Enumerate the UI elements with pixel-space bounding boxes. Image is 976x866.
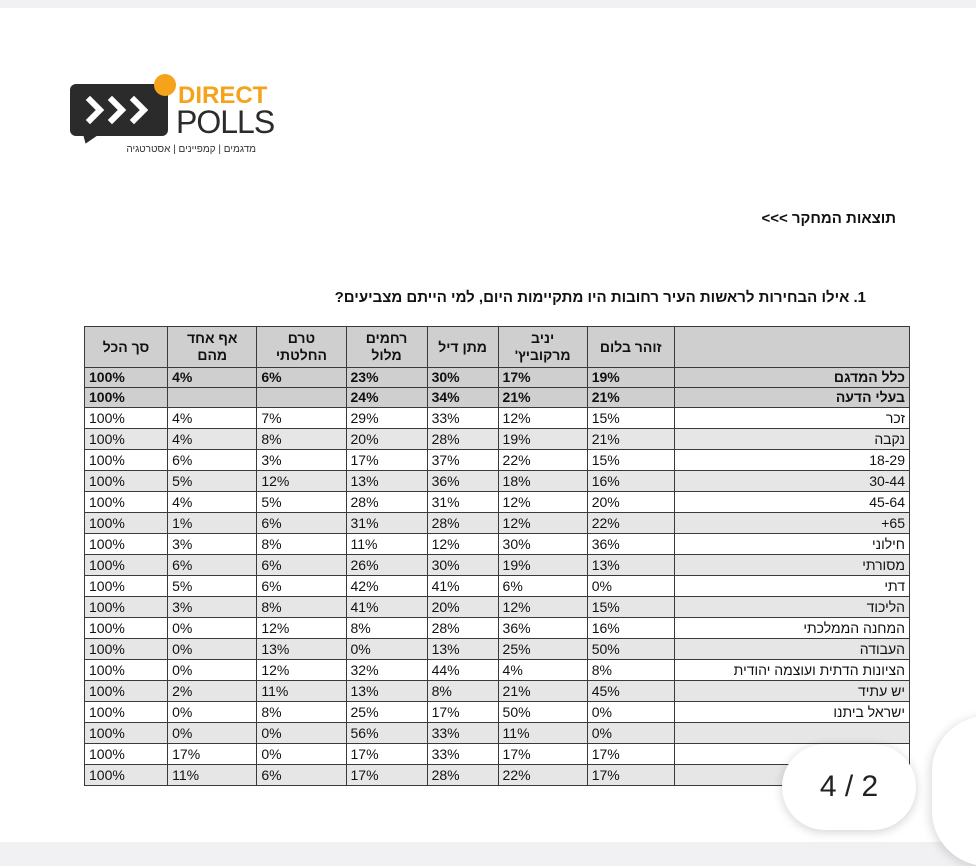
table-cell: 12% [498,597,587,618]
table-cell: 20% [346,429,427,450]
table-cell: 0% [168,639,257,660]
table-cell: 6% [498,576,587,597]
table-cell: 8% [257,597,346,618]
table-cell: 19% [498,429,587,450]
row-label: 65+ [674,513,909,534]
survey-question: 1. אילו הבחירות לראשות העיר רחובות היו מתקיימות היום, למי הייתם מצביעים? [334,289,866,306]
table-cell: 32% [346,660,427,681]
table-cell: 13% [587,555,674,576]
table-cell: 21% [498,681,587,702]
table-cell: 22% [587,513,674,534]
table-cell: 15% [587,450,674,471]
table-cell: 22% [498,450,587,471]
summary-row [85,368,910,388]
table-cell: 17% [168,744,257,765]
table-row [85,576,910,597]
table-cell: 41% [427,576,498,597]
row-label: המחנה הממלכתי [674,618,909,639]
table-cell: 1% [168,513,257,534]
table-cell: 100% [85,388,168,408]
table-cell: 34% [427,388,498,408]
table-row [85,513,910,534]
table-cell: 15% [587,408,674,429]
row-label: דתי [674,576,909,597]
table-cell: 100% [85,639,168,660]
table-row [85,534,910,555]
table-cell: 6% [257,576,346,597]
row-label [674,723,909,744]
table-cell: 6% [168,555,257,576]
table-row [85,744,910,765]
table-cell: 100% [85,429,168,450]
column-header: זוהר בלום [587,327,674,368]
table-row [85,639,910,660]
table-cell: 20% [427,597,498,618]
table-cell: 17% [498,368,587,388]
table-cell: 12% [257,660,346,681]
table-cell: 36% [498,618,587,639]
table-cell: 4% [168,408,257,429]
table-cell: 0% [346,639,427,660]
column-header: אף אחד מהם [168,327,257,368]
logo-dot [154,74,176,96]
table-cell: 17% [346,450,427,471]
table-cell: 28% [427,765,498,786]
table-cell: 100% [85,618,168,639]
table-cell: 26% [346,555,427,576]
table-cell: 11% [498,723,587,744]
row-label: בעלי הדעה [674,388,909,408]
table-cell: 21% [587,388,674,408]
table-cell: 100% [85,744,168,765]
table-cell: 100% [85,534,168,555]
direct-polls-logo [70,74,275,164]
logo-word-direct: DIRECT [178,82,268,109]
table-row [85,492,910,513]
table-cell: 17% [587,744,674,765]
table-row [85,597,910,618]
table-cell [257,388,346,408]
table-cell: 0% [168,618,257,639]
table-cell: 8% [257,534,346,555]
table-cell: 44% [427,660,498,681]
table-cell: 36% [587,534,674,555]
table-cell: 0% [257,723,346,744]
results-table [84,326,910,786]
table-cell: 33% [427,723,498,744]
row-label: יש עתיד [674,681,909,702]
row-label: 30-44 [674,471,909,492]
summary-row [85,388,910,408]
table-cell: 13% [346,471,427,492]
table-cell: 50% [498,702,587,723]
row-label: כלל המדגם [674,368,909,388]
table-cell: 18% [498,471,587,492]
row-label: 18-29 [674,450,909,471]
table-cell: 6% [257,555,346,576]
table-cell: 17% [587,765,674,786]
table-cell: 100% [85,723,168,744]
table-cell: 11% [346,534,427,555]
table-cell: 3% [257,450,346,471]
table-cell: 42% [346,576,427,597]
table-cell: 28% [427,429,498,450]
table-cell: 29% [346,408,427,429]
table-row [85,618,910,639]
row-label: נקבה [674,429,909,450]
table-cell: 28% [427,618,498,639]
table-row [85,408,910,429]
table-cell: 100% [85,492,168,513]
table-header-row [85,327,910,368]
table-cell: 30% [427,368,498,388]
column-header [674,327,909,368]
table-cell: 11% [257,681,346,702]
column-header: רחמים מלול [346,327,427,368]
logo-word-polls: POLLS [176,104,275,140]
table-cell: 6% [257,513,346,534]
table-cell: 28% [427,513,498,534]
table-cell: 31% [346,513,427,534]
row-label: 45-64 [674,492,909,513]
row-label: הליכוד [674,597,909,618]
row-label: מסורתי [674,555,909,576]
table-cell: 15% [587,597,674,618]
table-cell: 100% [85,681,168,702]
table-cell: 100% [85,450,168,471]
table-cell: 6% [257,368,346,388]
table-cell: 100% [85,765,168,786]
table-cell: 8% [257,702,346,723]
table-cell: 12% [498,408,587,429]
table-cell: 3% [168,534,257,555]
row-label: העבודה [674,639,909,660]
document-page [0,8,976,842]
table-cell: 4% [168,368,257,388]
table-cell: 41% [346,597,427,618]
table-row [85,450,910,471]
table-cell: 23% [346,368,427,388]
table-cell: 21% [587,429,674,450]
table-cell: 100% [85,597,168,618]
table-cell: 4% [168,492,257,513]
table-row [85,723,910,744]
table-cell: 12% [427,534,498,555]
column-header: מתן דיל [427,327,498,368]
row-label: זכר [674,408,909,429]
table-row [85,702,910,723]
table-cell: 13% [346,681,427,702]
table-cell: 2% [168,681,257,702]
table-cell: 100% [85,513,168,534]
table-cell: 25% [498,639,587,660]
table-cell: 0% [587,702,674,723]
row-label: ישראל ביתנו [674,702,909,723]
table-cell: 5% [257,492,346,513]
table-cell: 0% [168,660,257,681]
table-cell: 17% [346,744,427,765]
table-cell: 33% [427,744,498,765]
table-cell: 28% [346,492,427,513]
table-row [85,471,910,492]
table-cell: 0% [168,702,257,723]
column-header: יניב מרקוביץ' [498,327,587,368]
table-cell: 25% [346,702,427,723]
table-cell [168,388,257,408]
table-cell: 5% [168,471,257,492]
table-cell: 100% [85,660,168,681]
table-cell: 8% [257,429,346,450]
table-row [85,681,910,702]
column-header: סך הכל [85,327,168,368]
table-cell: 3% [168,597,257,618]
table-cell: 50% [587,639,674,660]
table-cell: 11% [168,765,257,786]
table-cell: 17% [498,744,587,765]
row-label: הציונות הדתית ועוצמה יהודית [674,660,909,681]
table-cell: 45% [587,681,674,702]
table-cell: 30% [427,555,498,576]
table-cell: 100% [85,408,168,429]
table-cell: 4% [498,660,587,681]
table-cell: 31% [427,492,498,513]
table-cell: 100% [85,576,168,597]
table-cell: 4% [168,429,257,450]
table-cell: 20% [587,492,674,513]
table-cell: 5% [168,576,257,597]
column-header: טרם החלטתי [257,327,346,368]
table-cell: 56% [346,723,427,744]
table-cell: 100% [85,555,168,576]
table-cell: 17% [427,702,498,723]
table-cell: 13% [427,639,498,660]
table-cell: 100% [85,702,168,723]
table-cell: 0% [257,744,346,765]
table-cell: 7% [257,408,346,429]
next-page-control[interactable] [932,716,976,866]
table-cell: 6% [257,765,346,786]
results-title: תוצאות המחקר >>> [761,210,896,227]
table-cell: 8% [427,681,498,702]
table-cell: 8% [587,660,674,681]
table-cell: 12% [498,492,587,513]
table-cell: 12% [257,618,346,639]
table-cell: 0% [587,576,674,597]
page-counter: 4 / 2 [782,744,916,830]
table-cell: 13% [257,639,346,660]
table-cell: 24% [346,388,427,408]
table-cell: 12% [498,513,587,534]
row-label: חילוני [674,534,909,555]
table-cell: 100% [85,471,168,492]
table-cell: 36% [427,471,498,492]
table-cell: 8% [346,618,427,639]
table-cell: 19% [498,555,587,576]
table-cell: 37% [427,450,498,471]
table-body [85,368,910,786]
table-cell: 0% [168,723,257,744]
logo-tagline: מדגמים | קמפיינים | אסטרטגיה [126,144,256,155]
table-cell: 22% [498,765,587,786]
table-cell: 30% [498,534,587,555]
table-cell: 16% [587,471,674,492]
table-row [85,555,910,576]
table-cell: 33% [427,408,498,429]
table-cell: 17% [346,765,427,786]
table-cell: 12% [257,471,346,492]
table-cell: 100% [85,368,168,388]
table-cell: 16% [587,618,674,639]
table-cell: 19% [587,368,674,388]
table-cell: 6% [168,450,257,471]
table-cell: 0% [587,723,674,744]
table-row [85,429,910,450]
table-cell: 21% [498,388,587,408]
table-row [85,660,910,681]
